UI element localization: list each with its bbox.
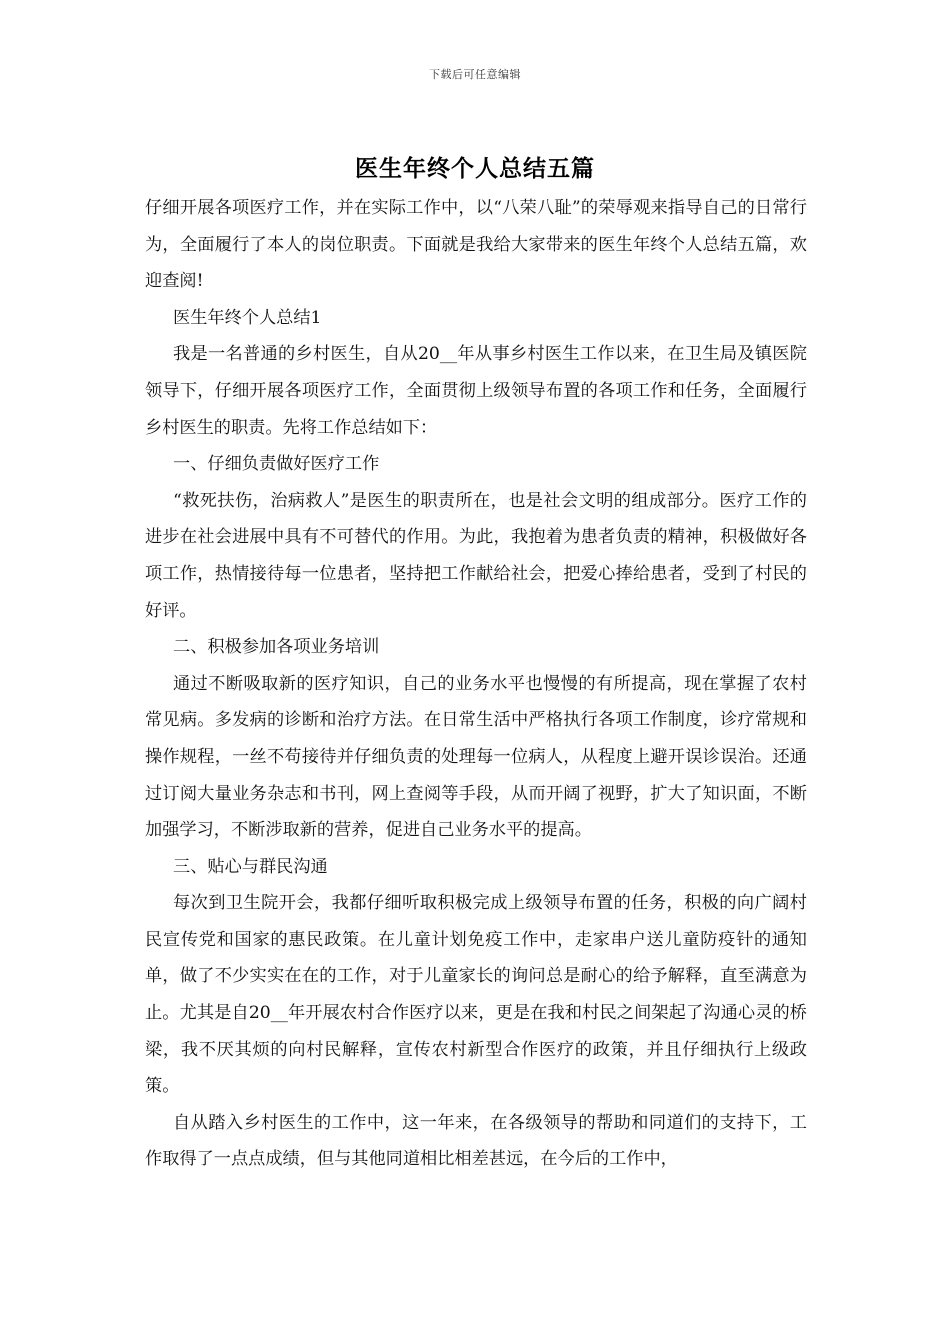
section-heading: 一、仔细负责做好医疗工作 xyxy=(173,454,380,475)
paragraph: 我是一名普通的乡村医生，自从20__年从事乡村医生工作以来，在卫生局及镇医院领导下，仔细开展各项医疗工作，全面贯彻上级领导布置的各项工作和任务，全面履行乡村医生的职责。先将工作总结如下： xyxy=(145,344,807,438)
paragraph-intro: 仔细开展各项医疗工作，并在实际工作中，以“八荣八耻”的荣辱观来指导自己的日常行为，全面履行了本人的岗位职责。下面就是我给大家带来的医生年终个人总结五篇，欢迎查阅! xyxy=(145,198,807,292)
document-body xyxy=(145,190,807,1178)
paragraph: “救死扶伤，治病救人”是医生的职责所在，也是社会文明的组成部分。医疗工作的进步在社会进展中具有不可替代的作用。为此，我抱着为患者负责的精神，积极做好各项工作，热情接待每一位患者，坚持把工作献给社会，把爱心捧给患者，受到了村民的好评。 xyxy=(145,490,807,621)
paragraph: 每次到卫生院开会，我都仔细听取积极完成上级领导布置的任务，积极的向广阔村民宣传党和国家的惠民政策。在儿童计划免疫工作中，走家串户送儿童防疫针的通知单，做了不少实实在在的工作，对于儿童家长的询问总是耐心的给予解释，直至满意为止。尤其是自20__年开展农村合作医疗以来，更是在我和村民之间架起了沟通心灵的桥梁，我不厌其烦的向村民解释，宣传农村新型合作医疗的政策，并且仔细执行上级政策。 xyxy=(145,893,807,1097)
paragraph: 自从踏入乡村医生的工作中，这一年来，在各级领导的帮助和同道们的支持下，工作取得了一点点成绩，但与其他同道相比相差甚远，在今后的工作中， xyxy=(145,1112,807,1170)
document-title: 医生年终个人总结五篇 xyxy=(355,155,595,182)
paragraph: 通过不断吸取新的医疗知识，自己的业务水平也慢慢的有所提高，现在掌握了农村常见病。多发病的诊断和治疗方法。在日常生活中严格执行各项工作制度，诊疗常规和操作规程，一丝不苟接待并仔细负责的处理每一位病人，从程度上避开误诊误治。还通过订阅大量业务杂志和书刊，网上查阅等手段，从而开阔了视野，扩大了知识面，不断加强学习，不断涉取新的营养，促进自己业务水平的提高。 xyxy=(145,673,807,841)
section-heading-summary-1: 医生年终个人总结1 xyxy=(173,307,322,328)
section-heading: 二、积极参加各项业务培训 xyxy=(173,637,380,658)
section-heading: 三、贴心与群民沟通 xyxy=(173,856,328,877)
header-note: 下载后可任意编辑 xyxy=(429,68,521,81)
